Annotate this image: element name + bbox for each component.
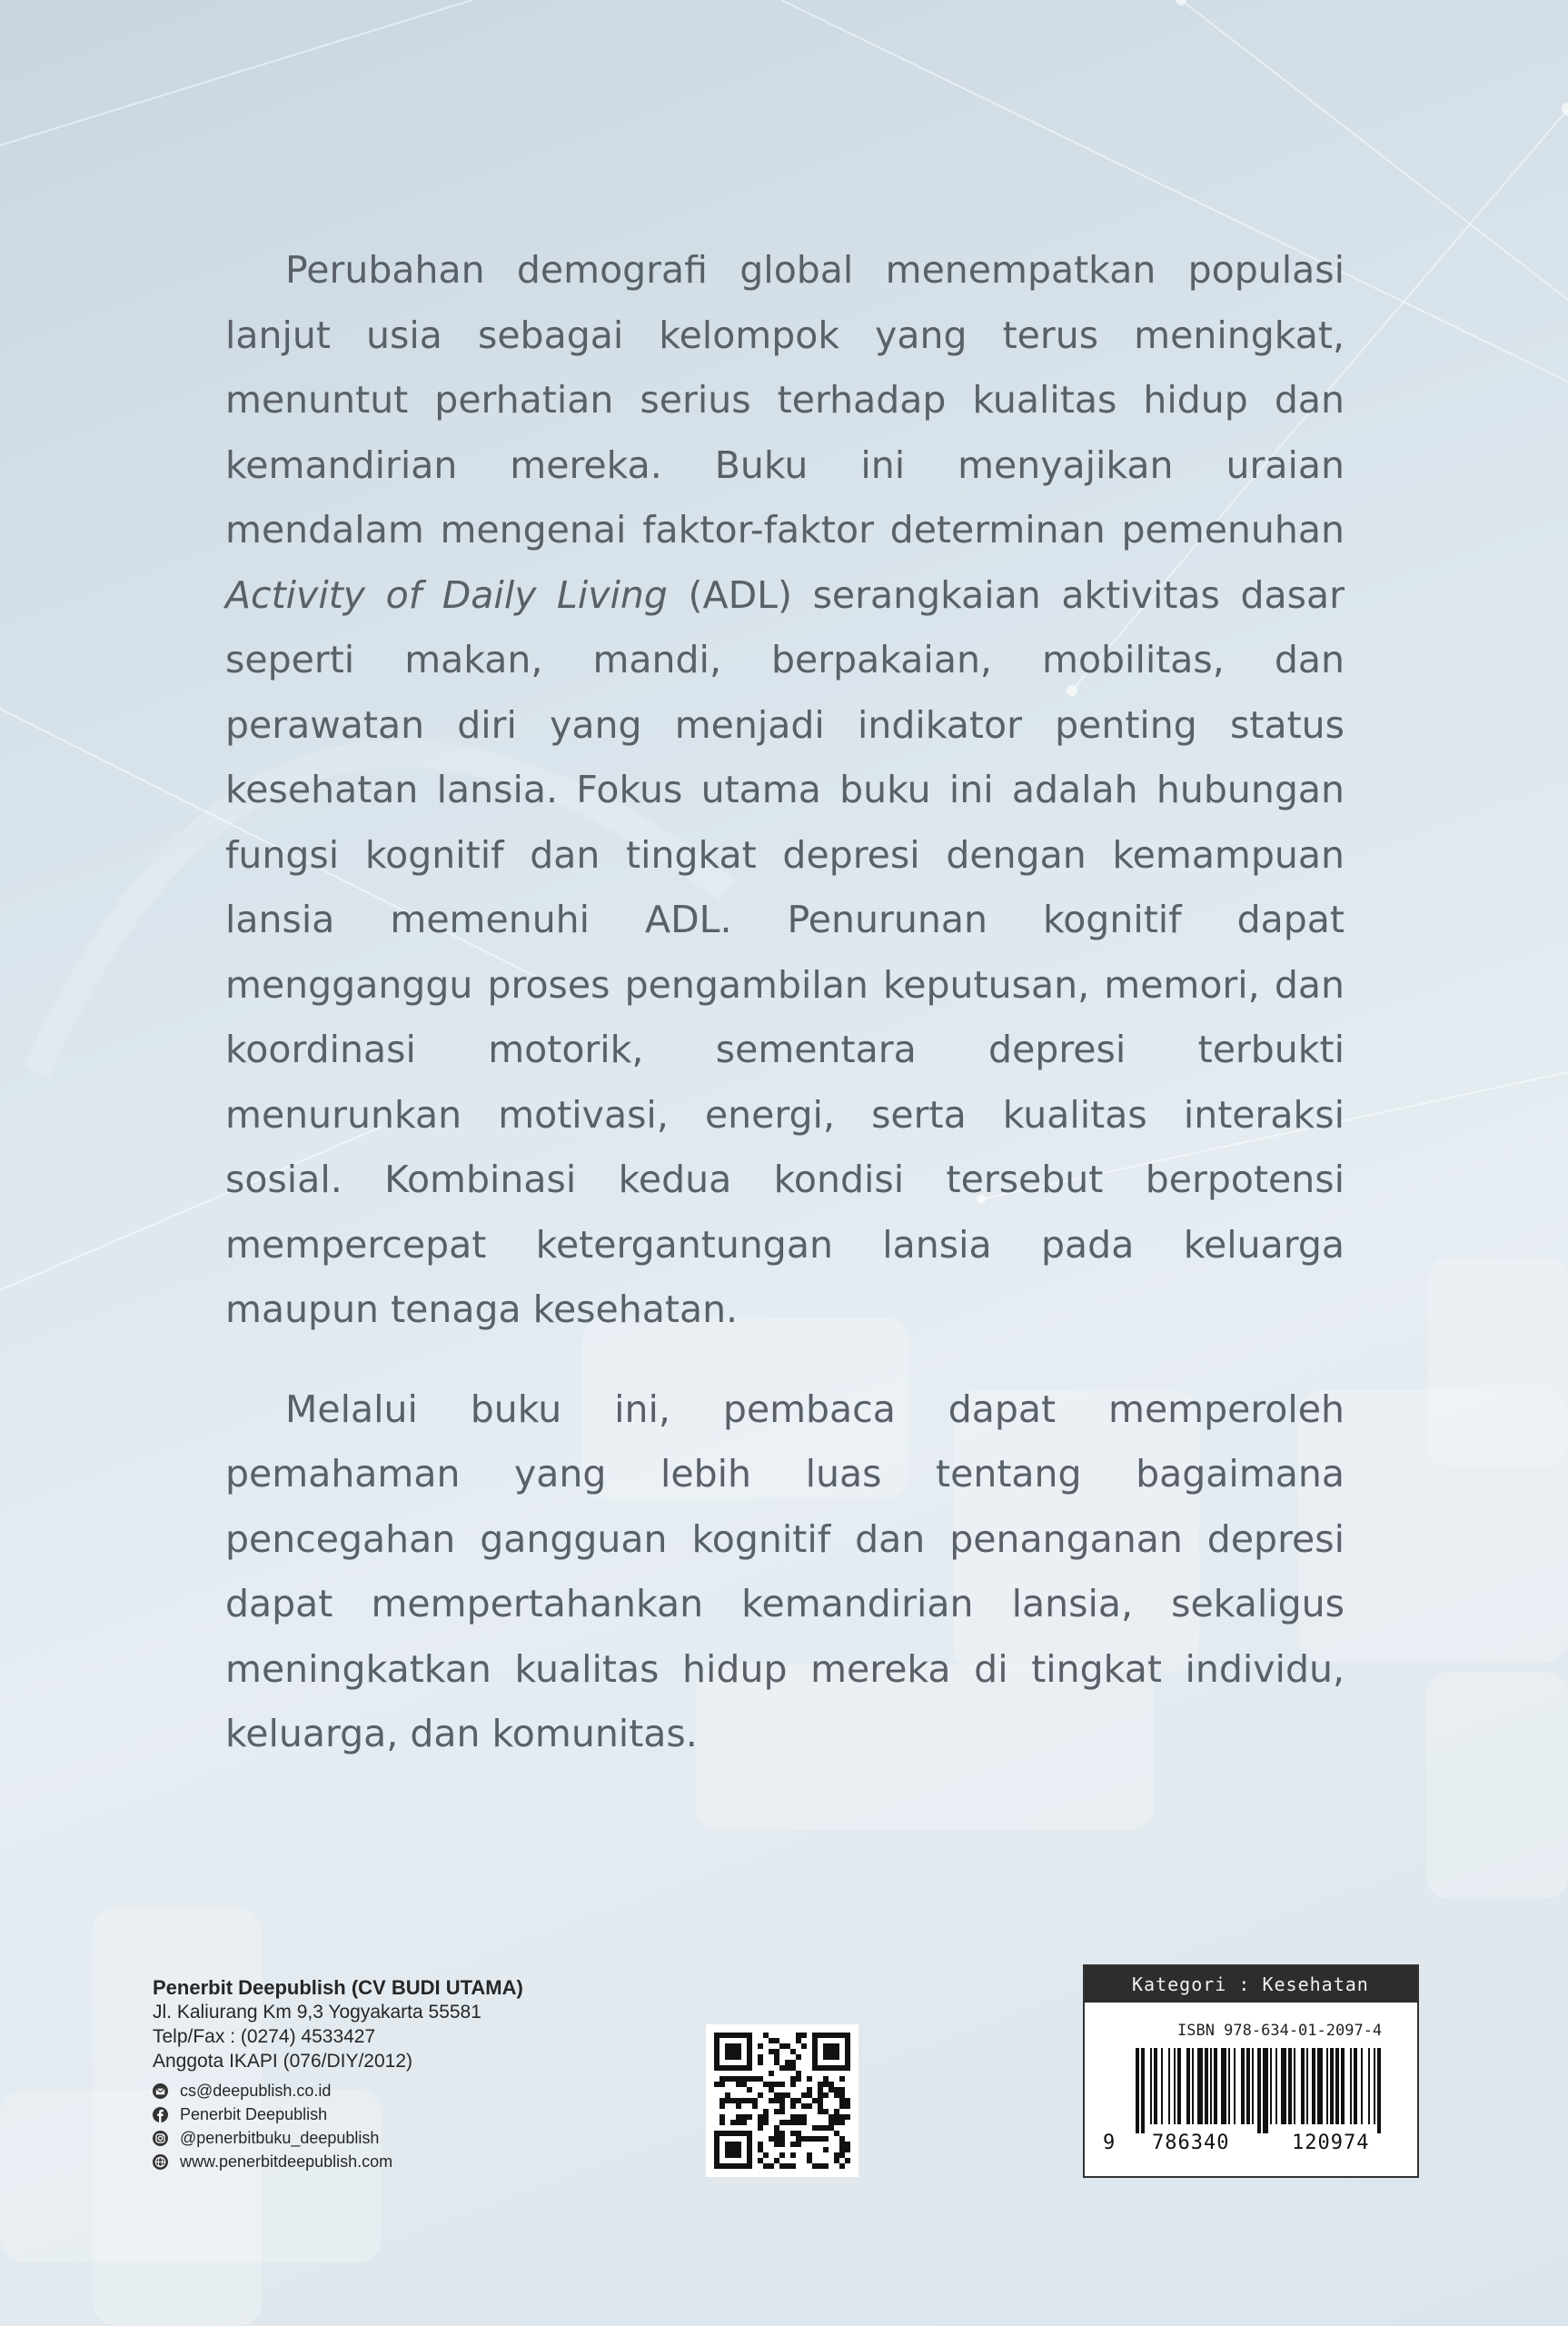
- contact-facebook-text: Penerbit Deepublish: [180, 2105, 328, 2123]
- barcode-left-digits: 786340: [1152, 2132, 1230, 2154]
- qr-code[interactable]: [706, 2024, 858, 2177]
- email-icon: [153, 2083, 168, 2099]
- description-emphasis: Activity of Daily Living: [225, 572, 668, 617]
- barcode-bars: [1136, 2048, 1386, 2133]
- contact-instagram-text: @penerbitbuku_deepublish: [180, 2129, 380, 2147]
- facebook-icon: [153, 2107, 168, 2122]
- category-label: Kategori : Kesehatan: [1085, 1966, 1417, 2003]
- globe-icon: [153, 2154, 168, 2170]
- barcode-lead-digit: 9: [1103, 2132, 1116, 2154]
- publisher-contacts: [153, 2079, 625, 2173]
- description-text: (ADL) serangkaian aktivitas dasar seperti makan, mandi, berpakaian, mobilitas, dan perawatan diri yang menjadi indikator penting status kesehatan lansia. Fokus utama buku ini adalah hubungan fungsi kognitif dan tingkat depresi dengan kemampuan lansia memenuhi ADL. Penurunan kognitif dapat mengganggu proses pengambilan keputusan, memori, dan koordinasi motorik, sementara depresi terbukti menurunkan motivasi, energi, serta kualitas interaksi sosial. Kombinasi kedua kondisi tersebut berpotensi mempercepat ketergantungan lansia pada keluarga maupun tenaga kesehatan.: [225, 572, 1345, 1331]
- description-text: Perubahan demografi global menempatkan populasi lanjut usia sebagai kelompok yang terus meningkat, menuntut perhatian serius terhadap kualitas hidup dan kemandirian mereka. Buku ini menyajikan uraian mendalam mengenai faktor-faktor determinan pemenuhan: [225, 248, 1345, 552]
- qr-code-image: [706, 2024, 858, 2177]
- publisher-info: [153, 1975, 625, 2173]
- description-paragraph-1: [225, 238, 1345, 1343]
- isbn-number: ISBN 978-634-01-2097-4: [1177, 2022, 1383, 2040]
- contact-website[interactable]: [153, 2150, 625, 2173]
- contact-instagram[interactable]: [153, 2126, 625, 2150]
- contact-email-text: cs@deepublish.co.id: [180, 2082, 332, 2100]
- instagram-icon: [153, 2131, 168, 2146]
- publisher-address: Jl. Kaliurang Km 9,3 Yogyakarta 55581: [153, 2002, 481, 2023]
- contact-email[interactable]: [153, 2079, 625, 2102]
- isbn-barcode-label: [1083, 1964, 1419, 2178]
- contact-website-text: www.penerbitdeepublish.com: [180, 2152, 393, 2171]
- publisher-membership: Anggota IKAPI (076/DIY/2012): [153, 2051, 413, 2072]
- publisher-name: Penerbit Deepublish (CV BUDI UTAMA): [153, 1976, 523, 1999]
- contact-facebook[interactable]: [153, 2102, 625, 2126]
- publisher-phone: Telp/Fax : (0274) 4533427: [153, 2026, 376, 2047]
- description-paragraph-2: Melalui buku ini, pembaca dapat memperoleh pemahaman yang lebih luas tentang bagaimana pencegahan gangguan kognitif dan penanganan depresi dapat mempertahankan kemandirian lansia, sekaligus meningkatkan kualitas hidup mereka di tingkat individu, keluarga, dan komunitas.: [225, 1387, 1345, 1755]
- barcode-right-digits: 120974: [1292, 2132, 1370, 2154]
- book-description: [225, 238, 1345, 1767]
